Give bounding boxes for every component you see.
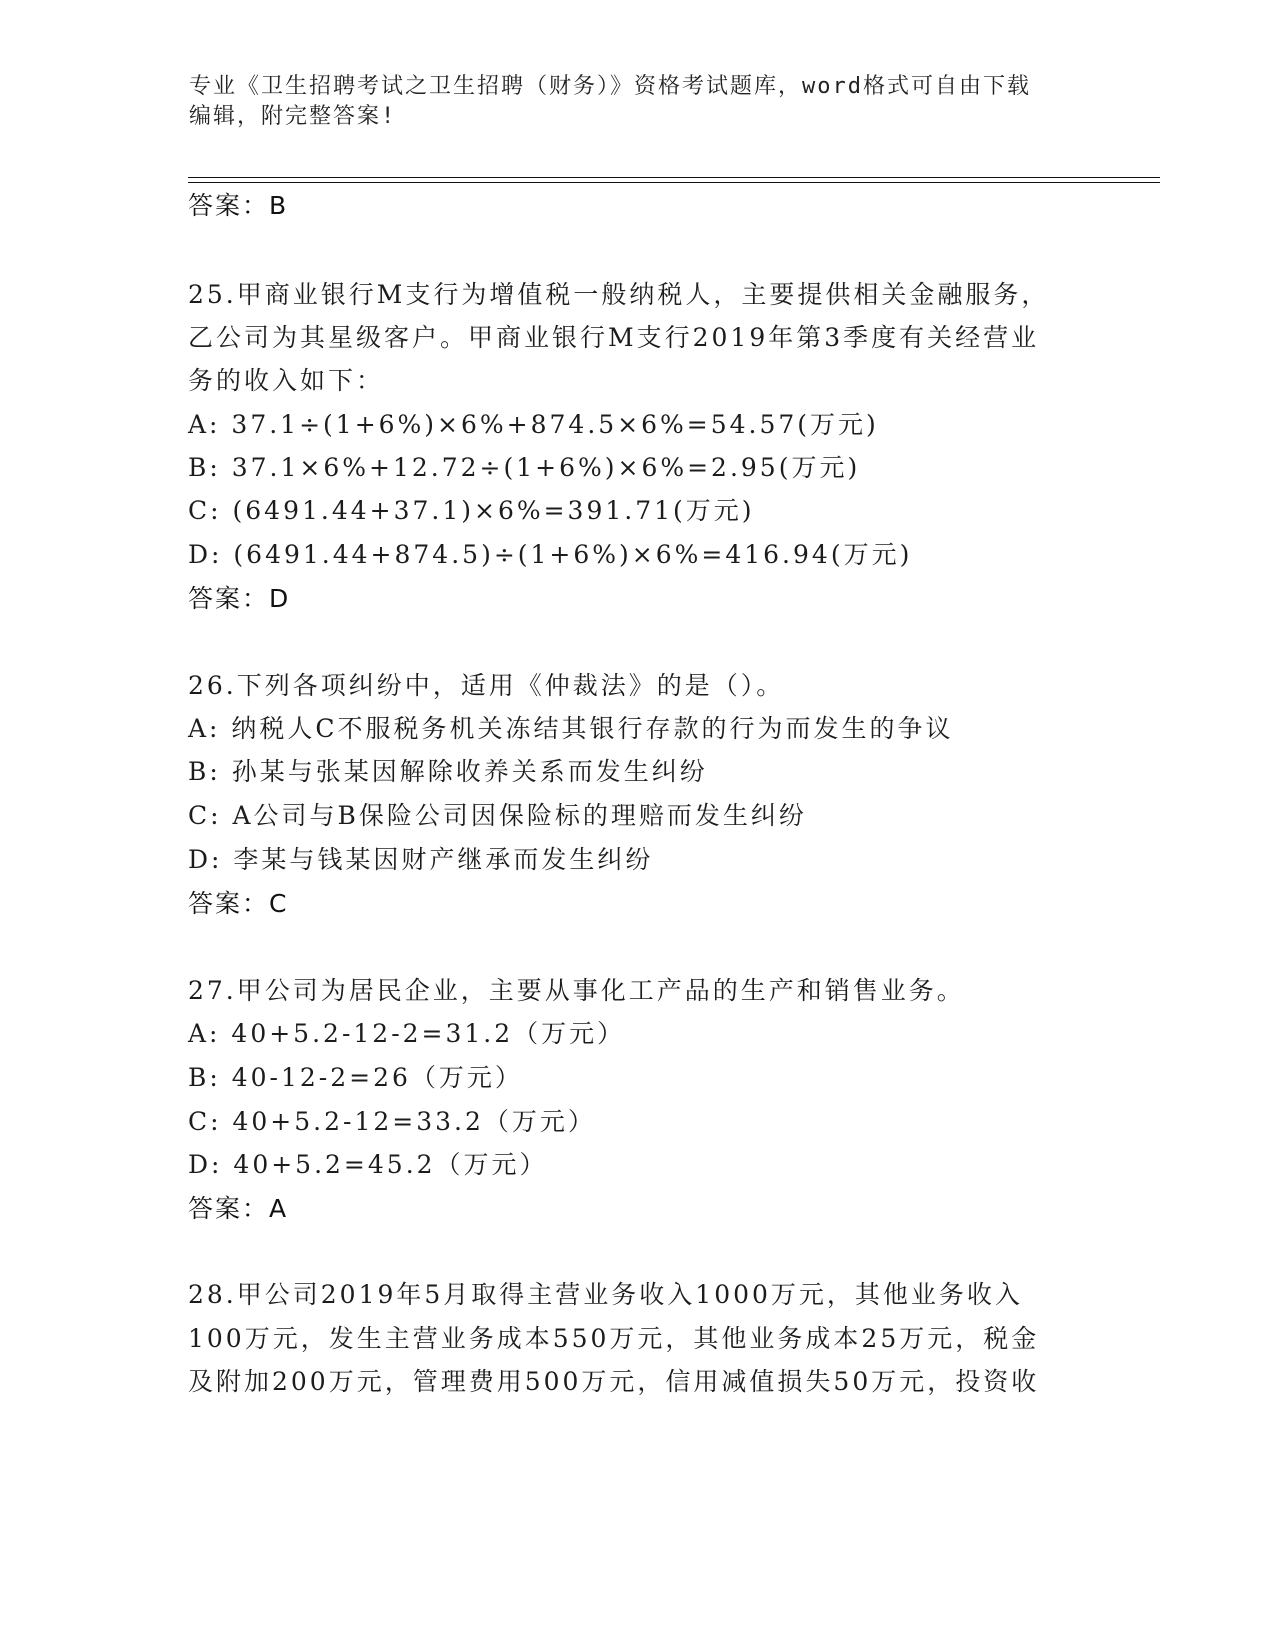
question-25-stem-2: 乙公司为其星级客户。甲商业银行M支行2019年第3季度有关经营业 [188,323,1040,352]
question-27-option-a: A: 40+5.2-12-2=31.2（万元） [188,1019,626,1048]
question-27-answer: 答案：A [188,1194,289,1223]
question-26-option-d: D: 李某与钱某因财产继承而发生纠纷 [188,845,654,874]
question-25-option-d: D: (6491.44+874.5)÷(1+6%)×6%=416.94(万元) [188,540,913,569]
question-27-option-c: C: 40+5.2-12=33.2（万元） [188,1107,596,1136]
header-rule-bottom [188,182,1160,183]
question-25-option-c: C: (6491.44+37.1)×6%=391.71(万元) [188,496,755,525]
question-26-answer: 答案：C [188,889,289,918]
question-28-stem-1: 28.甲公司2019年5月取得主营业务收入1000万元，其他业务收入 [188,1280,1023,1309]
question-27-option-d: D: 40+5.2=45.2（万元） [188,1150,548,1179]
question-25-answer: 答案：D [188,584,291,613]
question-26-stem-1: 26.下列各项纠纷中，适用《仲裁法》的是（）。 [188,671,785,700]
question-26-option-a: A: 纳税人C不服税务机关冻结其银行存款的行为而发生的争议 [188,714,954,743]
question-26-option-c: C: A公司与B保险公司因保险标的理赔而发生纠纷 [188,801,807,830]
question-25-option-a: A: 37.1÷(1+6%)×6%+874.5×6%=54.57(万元) [188,410,879,439]
header-line-1: 专业《卫生招聘考试之卫生招聘（财务）》资格考试题库，word格式可自由下载 [189,74,1031,99]
answer-previous: 答案：B [188,191,289,220]
header-line-2: 编辑，附完整答案! [189,104,397,129]
header-rule-top [188,177,1160,178]
question-25-stem-1: 25.甲商业银行M支行为增值税一般纳税人，主要提供相关金融服务， [188,280,1050,309]
question-28-stem-2: 100万元，发生主营业务成本550万元，其他业务成本25万元，税金 [188,1324,1040,1353]
question-26-option-b: B: 孙某与张某因解除收养关系而发生纠纷 [188,757,708,786]
question-27-option-b: B: 40-12-2=26（万元） [188,1063,523,1092]
question-25-stem-3: 务的收入如下： [188,366,385,395]
document-header [189,72,1089,132]
question-27-stem-1: 27.甲公司为居民企业，主要从事化工产品的生产和销售业务。 [188,976,965,1005]
question-25-option-b: B: 37.1×6%+12.72÷(1+6%)×6%=2.95(万元) [188,453,861,482]
question-28-stem-3: 及附加200万元，管理费用500万元，信用减值损失50万元，投资收 [188,1367,1040,1396]
